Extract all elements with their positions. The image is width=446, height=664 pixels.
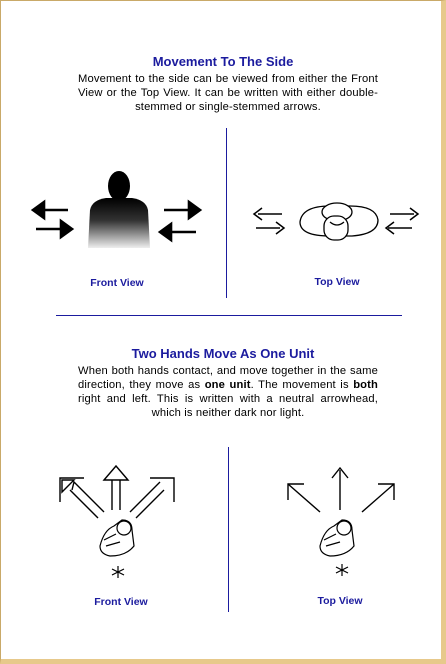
section2-front-caption: Front View — [94, 596, 148, 608]
section1-paragraph: Movement to the side can be viewed from either the Front View or the Top View. It can be written with either double-stemmed or single-stemmed arrows. — [78, 73, 378, 113]
section1-title: Movement To The Side — [152, 54, 294, 69]
top-asterisk-icon — [336, 564, 348, 576]
single-stem-arrows-icon — [288, 468, 394, 512]
section1-top-caption: Top View — [314, 276, 360, 288]
top-hands-contact-icon — [320, 520, 354, 556]
section2-top-caption: Top View — [317, 595, 363, 607]
section2-title: Two Hands Move As One Unit — [131, 346, 315, 361]
section2-paragraph: When both hands contact, and move together in the same direction, they move as one unit. The movement is both right and left. This is written with a neutral arrowhead, which is neither dark nor light. — [78, 365, 379, 419]
section1-front-caption: Front View — [90, 277, 144, 289]
